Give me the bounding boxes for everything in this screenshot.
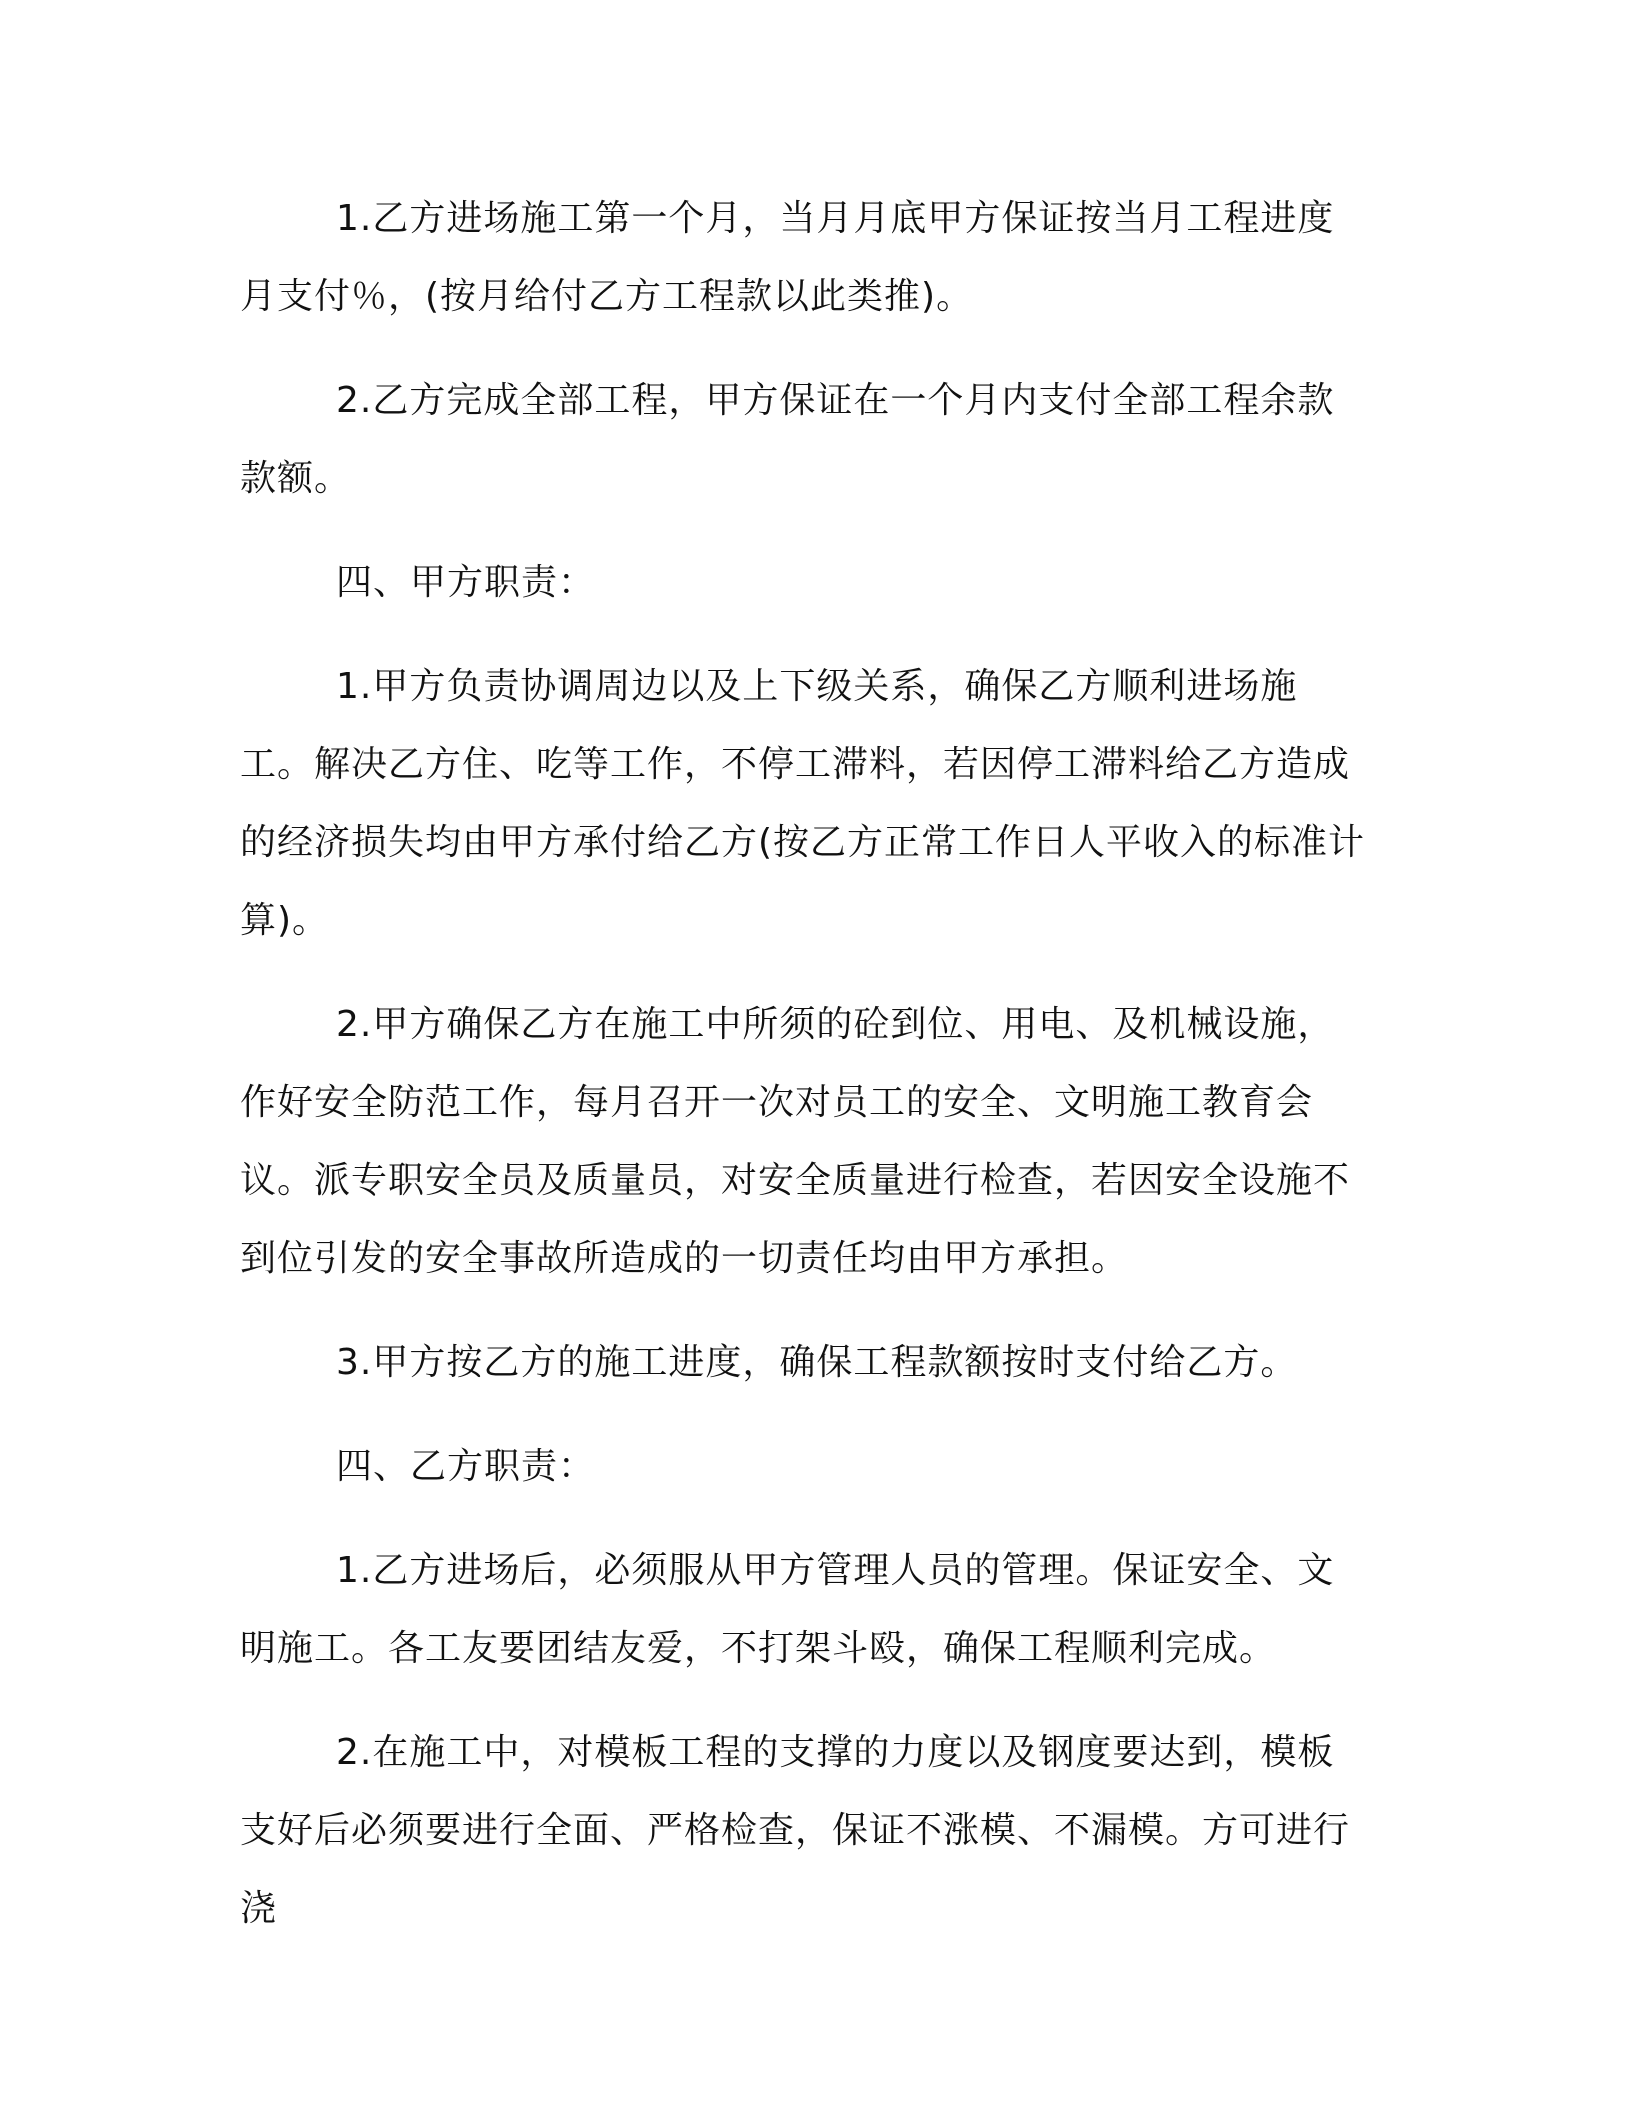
paragraph-party-b-duty-2: 2.在施工中，对模板工程的支撑的力度以及钢度要达到，模板支好后必须要进行全面、严格检查，保证不涨模、不漏模。方可进行浇	[240, 1732, 1351, 1929]
paragraph-party-a-duty-1: 1.甲方负责协调周边以及上下级关系，确保乙方顺利进场施工。解决乙方住、吃等工作，不停工滞料，若因停工滞料给乙方造成的经济损失均由甲方承付给乙方(按乙方正常工作日人平收入的标准计算)。	[240, 666, 1366, 941]
document-body	[240, 180, 1370, 1948]
paragraph-party-b-duty-1: 1.乙方进场后，必须服从甲方管理人员的管理。保证安全、文明施工。各工友要团结友爱，不打架斗殴，确保工程顺利完成。	[240, 1550, 1335, 1669]
paragraph-party-a-duty-2: 2.甲方确保乙方在施工中所须的砼到位、用电、及机械设施，作好安全防范工作，每月召开一次对员工的安全、文明施工教育会议。派专职安全员及质量员，对安全质量进行检查，若因安全设施不到位引发的安全事故所造成的一切责任均由甲方承担。	[240, 1004, 1351, 1279]
section-heading-party-b-duties: 四、乙方职责：	[336, 1446, 596, 1487]
paragraph-party-a-duty-3: 3.甲方按乙方的施工进度，确保工程款额按时支付给乙方。	[336, 1342, 1298, 1383]
paragraph-payment-final: 2.乙方完成全部工程，甲方保证在一个月内支付全部工程余款款额。	[240, 380, 1335, 499]
paragraph-payment-monthly: 1.乙方进场施工第一个月，当月月底甲方保证按当月工程进度月支付％，(按月给付乙方工程款以此类推)。	[240, 198, 1335, 317]
section-heading-party-a-duties: 四、甲方职责：	[336, 562, 596, 603]
